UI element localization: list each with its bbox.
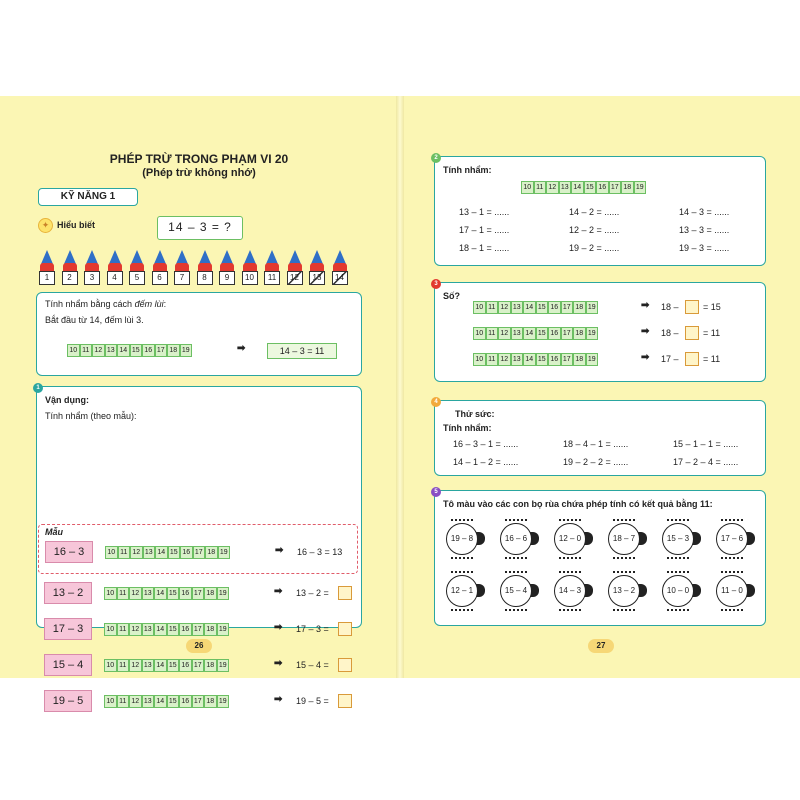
- calc-item[interactable]: 17 – 1 = ......: [459, 225, 510, 235]
- calc-item[interactable]: 19 – 2 – 2 = ......: [563, 457, 629, 467]
- intro-line-2: Bắt đầu từ 14, đếm lùi 3.: [45, 315, 144, 325]
- question-box: 14 – 3 = ?: [157, 216, 243, 240]
- calc-item[interactable]: 16 – 3 – 1 = ......: [453, 439, 519, 449]
- row-expression: 19 – 5: [44, 690, 92, 712]
- ladybug-expression: 15 – 3: [662, 523, 694, 555]
- hat-icon: [289, 250, 301, 264]
- strip-cell: 16: [596, 181, 609, 194]
- exercise-badge: 1: [33, 383, 43, 393]
- calc-item[interactable]: 19 – 2 = ......: [569, 243, 620, 253]
- answer-box[interactable]: [338, 586, 352, 600]
- strip-cell: 11: [486, 353, 499, 366]
- ladybug-expression: 15 – 4: [500, 575, 532, 607]
- strip-cell: 12: [498, 301, 511, 314]
- hat-icon: [221, 250, 233, 264]
- strip-cell: 13: [559, 181, 572, 194]
- strip-cell: 11: [534, 181, 547, 194]
- number-strip: [473, 327, 598, 340]
- strip-cell: 16: [548, 327, 561, 340]
- ladybug-expression: 14 – 3: [554, 575, 586, 607]
- strip-cell: 14: [523, 301, 536, 314]
- strip-cell: 15: [536, 353, 549, 366]
- exercise-3-box: [434, 282, 766, 382]
- strip-cell: 13: [511, 327, 524, 340]
- arrow-icon: ➡: [274, 622, 283, 633]
- strip-cell: 13: [142, 587, 155, 600]
- ladybug[interactable]: [497, 571, 537, 611]
- row-expression: 17 – 3: [44, 618, 92, 640]
- strip-cell: 16: [548, 301, 561, 314]
- strip-cell: 17: [193, 546, 206, 559]
- gnome: [218, 248, 236, 286]
- strip-cell: 12: [129, 623, 142, 636]
- strip-cell: 11: [117, 659, 130, 672]
- strip-cell: 17: [561, 327, 574, 340]
- gnome-number: 11: [264, 271, 280, 285]
- strip-cell: 19: [217, 623, 230, 636]
- ladybug[interactable]: [713, 571, 753, 611]
- row-equation: 13 – 2 =: [296, 588, 329, 598]
- strip-cell: 14: [571, 181, 584, 194]
- strip-cell: 15: [584, 181, 597, 194]
- strip-cell: 12: [130, 546, 143, 559]
- ladybug-expression: 16 – 6: [500, 523, 532, 555]
- row-equation: 17 – 3 =: [296, 624, 329, 634]
- exercise-badge: 5: [431, 487, 441, 497]
- strip-cell: 15: [167, 659, 180, 672]
- arrow-icon: ➡: [237, 343, 246, 354]
- strip-cell: 15: [167, 623, 180, 636]
- strip-cell: 13: [142, 623, 155, 636]
- gnome: [83, 248, 101, 286]
- strip-cell: 13: [511, 301, 524, 314]
- strip-cell: 12: [546, 181, 559, 194]
- gnome-number: 13: [309, 271, 325, 285]
- arrow-icon: ➡: [274, 586, 283, 597]
- strip-cell: 18: [204, 623, 217, 636]
- strip-cell: 10: [67, 344, 80, 357]
- strip-cell: 11: [486, 327, 499, 340]
- answer-box[interactable]: [338, 622, 352, 636]
- gnome: [38, 248, 56, 286]
- number-strip: [473, 301, 598, 314]
- hat-icon: [41, 250, 53, 264]
- strip-cell: 13: [511, 353, 524, 366]
- strip-cell: 17: [155, 344, 168, 357]
- calc-item[interactable]: 17 – 2 – 4 = ......: [673, 457, 739, 467]
- exercise-badge: 4: [431, 397, 441, 407]
- strip-cell: 12: [92, 344, 105, 357]
- gnome-number: 3: [84, 271, 100, 285]
- gnome-number: 14: [332, 271, 348, 285]
- row-equation: 19 – 5 =: [296, 696, 329, 706]
- calc-item[interactable]: 18 – 1 = ......: [459, 243, 510, 253]
- hat-icon: [131, 250, 143, 264]
- answer-box[interactable]: [685, 326, 699, 340]
- exercise-badge: 3: [431, 279, 441, 289]
- gnome: [286, 248, 304, 286]
- strip-cell: 10: [521, 181, 534, 194]
- strip-cell: 18: [573, 301, 586, 314]
- strip-cell: 14: [117, 344, 130, 357]
- calc-item[interactable]: 13 – 1 = ......: [459, 207, 510, 217]
- gnome-number: 9: [219, 271, 235, 285]
- hat-icon: [176, 250, 188, 264]
- gnome: [128, 248, 146, 286]
- ladybug[interactable]: [443, 571, 483, 611]
- strip-cell: 10: [473, 327, 486, 340]
- gnome: [263, 248, 281, 286]
- strip-cell: 16: [142, 344, 155, 357]
- calc-item[interactable]: 14 – 2 = ......: [569, 207, 620, 217]
- ladybug[interactable]: [497, 519, 537, 559]
- strip-cell: 17: [192, 623, 205, 636]
- strip-cell: 10: [104, 587, 117, 600]
- gnome: [151, 248, 169, 286]
- equation-right: = 11: [703, 328, 721, 338]
- strip-cell: 15: [167, 695, 180, 708]
- gnome-number: 12: [287, 271, 303, 285]
- row-equation: 15 – 4 =: [296, 660, 329, 670]
- strip-cell: 18: [204, 695, 217, 708]
- number-strip: [104, 659, 229, 672]
- strip-cell: 14: [523, 353, 536, 366]
- strip-cell: 17: [192, 695, 205, 708]
- strip-cell: 19: [217, 659, 230, 672]
- strip-cell: 16: [179, 623, 192, 636]
- strip-cell: 17: [561, 353, 574, 366]
- strip-cell: 13: [142, 695, 155, 708]
- intro-box: [36, 292, 362, 376]
- hat-icon: [109, 250, 121, 264]
- arrow-icon: ➡: [641, 326, 650, 337]
- gnome-number: 1: [39, 271, 55, 285]
- skill-tag: KỸ NĂNG 1: [38, 188, 138, 206]
- strip-cell: 15: [167, 587, 180, 600]
- arrow-icon: ➡: [274, 658, 283, 669]
- ladybug-expression: 10 – 0: [662, 575, 694, 607]
- sample-expression: 16 – 3: [45, 541, 93, 563]
- learn-label: Hiểu biết: [57, 220, 96, 230]
- number-strip: [105, 546, 230, 559]
- gnome: [308, 248, 326, 286]
- gnome: [196, 248, 214, 286]
- page-number: 27: [588, 639, 614, 653]
- gnome-number: 5: [129, 271, 145, 285]
- strip-cell: 17: [609, 181, 622, 194]
- calc-item[interactable]: 19 – 3 = ......: [679, 243, 730, 253]
- number-strip: [67, 344, 192, 357]
- page-number: 26: [186, 639, 212, 653]
- strip-cell: 19: [586, 353, 599, 366]
- exercise-heading: Tô màu vào các con bọ rùa chứa phép tính có kết quả bằng 11:: [443, 499, 713, 509]
- equation-left: 18 –: [661, 302, 679, 312]
- strip-cell: 11: [117, 623, 130, 636]
- calc-item[interactable]: 13 – 3 = ......: [679, 225, 730, 235]
- answer-box[interactable]: [685, 300, 699, 314]
- equation-left: 17 –: [661, 354, 679, 364]
- answer-box[interactable]: [338, 658, 352, 672]
- arrow-icon: ➡: [641, 300, 650, 311]
- strip-cell: 10: [104, 659, 117, 672]
- strip-cell: 18: [621, 181, 634, 194]
- strip-cell: 13: [143, 546, 156, 559]
- hat-icon: [86, 250, 98, 264]
- strip-cell: 16: [179, 695, 192, 708]
- exercise-badge: 2: [431, 153, 441, 163]
- hat-icon: [266, 250, 278, 264]
- strip-cell: 10: [104, 623, 117, 636]
- strip-cell: 12: [498, 327, 511, 340]
- number-strip: [473, 353, 598, 366]
- book-spread: [0, 96, 800, 707]
- strip-cell: 19: [634, 181, 647, 194]
- strip-cell: 12: [498, 353, 511, 366]
- calc-item[interactable]: 14 – 3 = ......: [679, 207, 730, 217]
- ladybug-expression: 13 – 2: [608, 575, 640, 607]
- ladybug-expression: 18 – 7: [608, 523, 640, 555]
- number-strip: [104, 623, 229, 636]
- gnome: [106, 248, 124, 286]
- strip-cell: 18: [204, 587, 217, 600]
- strip-cell: 11: [117, 587, 130, 600]
- exercise-2-box: [434, 156, 766, 266]
- strip-cell: 10: [104, 695, 117, 708]
- gnome: [173, 248, 191, 286]
- strip-cell: 15: [536, 301, 549, 314]
- strip-cell: 14: [154, 623, 167, 636]
- gnome-number: 2: [62, 271, 78, 285]
- sample-result: 16 – 3 = 13: [297, 547, 343, 557]
- number-strip: [104, 695, 229, 708]
- strip-cell: 18: [573, 327, 586, 340]
- equation-left: 18 –: [661, 328, 679, 338]
- strip-cell: 16: [180, 546, 193, 559]
- gnome: [331, 248, 349, 286]
- arrow-icon: ➡: [641, 352, 650, 363]
- gnome-number: 8: [197, 271, 213, 285]
- left-page: [0, 96, 398, 707]
- lightbulb-icon: ✦: [38, 218, 53, 233]
- gnome-number: 10: [242, 271, 258, 285]
- strip-cell: 15: [536, 327, 549, 340]
- ladybug[interactable]: [551, 519, 591, 559]
- strip-cell: 12: [129, 695, 142, 708]
- arrow-icon: ➡: [275, 545, 284, 556]
- strip-cell: 11: [117, 695, 130, 708]
- strip-cell: 15: [168, 546, 181, 559]
- gnome-number: 6: [152, 271, 168, 285]
- gnome-row: [38, 248, 358, 286]
- strip-cell: 10: [473, 353, 486, 366]
- exercise-5-box: [434, 490, 766, 626]
- strip-cell: 19: [586, 301, 599, 314]
- right-page: [402, 96, 800, 678]
- gnome: [241, 248, 259, 286]
- strip-cell: 18: [205, 546, 218, 559]
- exercise-heading: Tính nhẩm:: [443, 165, 492, 175]
- ladybug-expression: 19 – 8: [446, 523, 478, 555]
- hat-icon: [64, 250, 76, 264]
- arrow-icon: ➡: [274, 694, 283, 705]
- ladybug[interactable]: [605, 571, 645, 611]
- calc-item[interactable]: 14 – 1 – 2 = ......: [453, 457, 519, 467]
- page-subtitle: (Phép trừ không nhớ): [142, 167, 256, 179]
- exercise-subheading: Tính nhẩm (theo mẫu):: [45, 411, 137, 421]
- calc-item[interactable]: 12 – 2 = ......: [569, 225, 620, 235]
- gnome: [61, 248, 79, 286]
- strip-cell: 11: [486, 301, 499, 314]
- ladybug-expression: 12 – 0: [554, 523, 586, 555]
- strip-cell: 19: [180, 344, 193, 357]
- hat-icon: [154, 250, 166, 264]
- number-strip: [104, 587, 229, 600]
- strip-cell: 17: [192, 587, 205, 600]
- intro-line-1: Tính nhẩm bằng cách đếm lùi:: [45, 299, 167, 309]
- strip-cell: 17: [192, 659, 205, 672]
- strip-cell: 14: [154, 659, 167, 672]
- strip-cell: 19: [586, 327, 599, 340]
- strip-cell: 19: [217, 695, 230, 708]
- equation-right: = 15: [703, 302, 721, 312]
- strip-cell: 15: [130, 344, 143, 357]
- ladybug-expression: 11 – 0: [716, 575, 748, 607]
- strip-cell: 12: [129, 587, 142, 600]
- strip-cell: 11: [80, 344, 93, 357]
- strip-cell: 10: [105, 546, 118, 559]
- exercise-heading: Thử sức:: [455, 409, 495, 419]
- strip-cell: 14: [523, 327, 536, 340]
- ladybug[interactable]: [659, 571, 699, 611]
- strip-cell: 19: [217, 587, 230, 600]
- hat-icon: [244, 250, 256, 264]
- ladybug[interactable]: [551, 571, 591, 611]
- sample-label: Mẫu: [45, 527, 63, 537]
- exercise-subheading: Tính nhẩm:: [443, 423, 492, 433]
- strip-cell: 16: [179, 587, 192, 600]
- strip-cell: 18: [167, 344, 180, 357]
- strip-cell: 13: [105, 344, 118, 357]
- strip-cell: 14: [154, 695, 167, 708]
- strip-cell: 19: [218, 546, 231, 559]
- strip-cell: 18: [204, 659, 217, 672]
- strip-cell: 13: [142, 659, 155, 672]
- equation-right: = 11: [703, 354, 721, 364]
- strip-cell: 16: [548, 353, 561, 366]
- page-title: PHÉP TRỪ TRONG PHẠM VI 20: [109, 152, 289, 166]
- strip-cell: 12: [129, 659, 142, 672]
- ladybug[interactable]: [659, 519, 699, 559]
- row-expression: 15 – 4: [44, 654, 92, 676]
- ladybug[interactable]: [605, 519, 645, 559]
- ladybug[interactable]: [443, 519, 483, 559]
- strip-cell: 10: [473, 301, 486, 314]
- hat-icon: [311, 250, 323, 264]
- hat-icon: [334, 250, 346, 264]
- exercise-4-box: [434, 400, 766, 476]
- hat-icon: [199, 250, 211, 264]
- answer-box[interactable]: [338, 694, 352, 708]
- ladybug-expression: 12 – 1: [446, 575, 478, 607]
- strip-cell: 16: [179, 659, 192, 672]
- strip-cell: 11: [118, 546, 131, 559]
- exercise-heading: Vận dụng:: [45, 395, 89, 405]
- gnome-number: 7: [174, 271, 190, 285]
- ladybug-expression: 17 – 6: [716, 523, 748, 555]
- exercise-heading: Số?: [443, 291, 460, 301]
- answer-box[interactable]: [685, 352, 699, 366]
- intro-result: 14 – 3 = 11: [267, 343, 337, 359]
- gnome-number: 4: [107, 271, 123, 285]
- strip-cell: 18: [573, 353, 586, 366]
- ladybug[interactable]: [713, 519, 753, 559]
- row-expression: 13 – 2: [44, 582, 92, 604]
- strip-cell: 14: [154, 587, 167, 600]
- strip-cell: 14: [155, 546, 168, 559]
- calc-item[interactable]: 15 – 1 – 1 = ......: [673, 439, 739, 449]
- number-strip: [521, 181, 646, 194]
- strip-cell: 17: [561, 301, 574, 314]
- calc-item[interactable]: 18 – 4 – 1 = ......: [563, 439, 629, 449]
- sample-box: [38, 524, 358, 574]
